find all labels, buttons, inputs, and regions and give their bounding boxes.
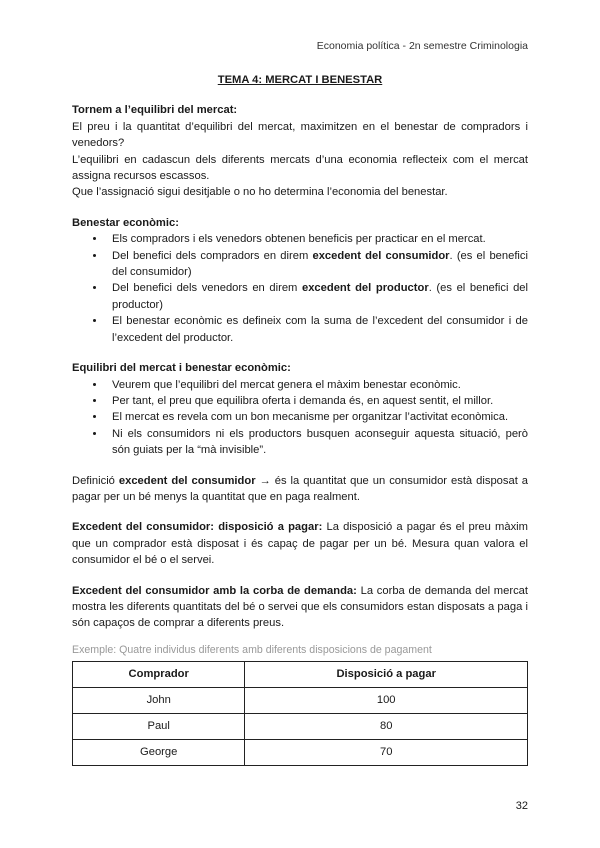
paragraph-disposicio: Excedent del consumidor: disposició a pagar: La disposició a pagar és el preu màxim que un comprador està disposat i és capaç de pagar per un bé. Mesura quan valora el consumidor el bé o el servei. bbox=[72, 521, 528, 567]
definition-paragraph: Definició excedent del consumidor → és la quantitat que un consumidor està disposat a pagar per un bé menys la quantitat que en paga realment. bbox=[72, 474, 529, 503]
page-title: TEMA 4: MERCAT I BENESTAR bbox=[217, 74, 383, 86]
table-cell: John bbox=[73, 688, 245, 714]
paragraph-line: El preu i la quantitat d’equilibri del mercat, maximitzen en el benestar de compradors i venedors? bbox=[72, 120, 528, 150]
list-item: • Per tant, el preu que equilibra oferta i demanda és, en aquest sentit, el millor. bbox=[106, 393, 528, 409]
list-item: • Els compradors i els venedors obtenen beneficis per practicar en el mercat. bbox=[106, 231, 528, 247]
table-row bbox=[73, 740, 528, 766]
section-heading-equilibri: Tornem a l’equilibri del mercat: bbox=[72, 104, 238, 117]
list-item: • Del benefici dels compradors en direm excedent del consumidor. (es el benefici del consumidor) bbox=[106, 248, 528, 281]
paragraph-corba-demanda: Excedent del consumidor amb la corba de demanda: La corba de demanda del mercat mostra les diferents quantitats del bé o servei que els consumidors estan disposats a paga i són capaços de comprar a diferents preus. bbox=[72, 584, 528, 630]
page-header: Economia política - 2n semestre Criminologia bbox=[316, 40, 528, 52]
paragraph-line: L’equilibri en cadascun dels diferents mercats d’una economia reflecteix com el mercat assigna recursos escassos. bbox=[72, 153, 528, 183]
table-cell: 80 bbox=[245, 714, 528, 740]
section-heading-benestar: Benestar econòmic: bbox=[72, 216, 179, 229]
list-item: • El benestar econòmic es defineix com la suma de l’excedent del consumidor i de l’excedent del productor. bbox=[106, 313, 528, 346]
table-row bbox=[73, 714, 528, 740]
table-row bbox=[73, 688, 528, 714]
paragraph-line: Que l’assignació sigui desitjable o no ho determina l’economia del benestar. bbox=[72, 186, 448, 199]
list-item: • Ni els consumidors ni els productors busquen aconseguir aquesta situació, però són guiats per la “mà invisible”. bbox=[106, 426, 528, 459]
page-number: 32 bbox=[515, 800, 528, 812]
table-cell: George bbox=[73, 740, 245, 766]
table-caption: Exemple: Quatre individus diferents amb diferents disposicions de pagament bbox=[72, 643, 432, 656]
bullet-list-equilibri bbox=[72, 377, 528, 459]
bullet-list-benestar bbox=[72, 231, 528, 346]
table-cell: Paul bbox=[73, 714, 245, 740]
table-cell: 70 bbox=[245, 740, 528, 766]
page-content bbox=[72, 72, 528, 766]
column-header-disposicio: Disposició a pagar bbox=[245, 662, 528, 688]
list-item: • El mercat es revela com un bon mecanisme per organitzar l’activitat econòmica. bbox=[106, 409, 528, 425]
table-cell: 100 bbox=[245, 688, 528, 714]
list-item: • Veurem que l’equilibri del mercat genera el màxim benestar econòmic. bbox=[106, 377, 528, 393]
section-heading-equilibri-benestar: Equilibri del mercat i benestar econòmic: bbox=[72, 362, 291, 375]
list-item: • Del benefici dels venedors en direm excedent del productor. (es el benefici del productor) bbox=[106, 280, 528, 313]
buyers-table bbox=[72, 661, 528, 766]
table-header-row bbox=[73, 662, 528, 688]
column-header-comprador: Comprador bbox=[73, 662, 245, 688]
